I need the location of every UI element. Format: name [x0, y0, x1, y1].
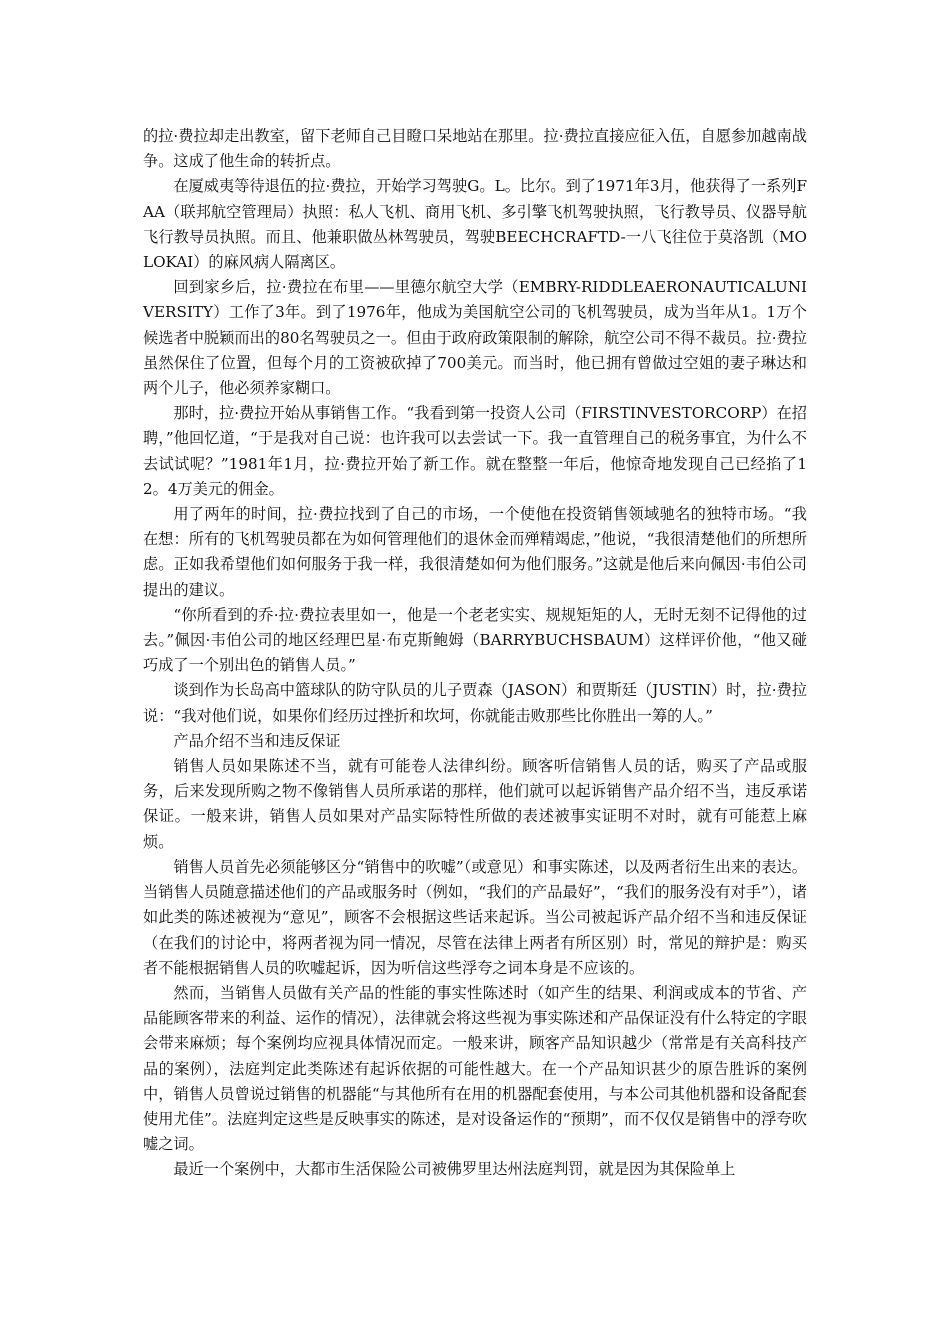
paragraph-5: 用了两年的时间，拉·费拉找到了自己的市场，一个使他在投资销售领域驰名的独特市场。“我在想：所有的飞机驾驶员都在为如何管理他们的退休金而殚精竭虑，”他说，“我很清楚他们的所想所虑。正如我希望他们如何服务于我一样，我很清楚如何为他们服务。”这就是他后来向佩因·韦伯公司提出的建议。 [143, 505, 807, 599]
paragraph-3: 回到家乡后，拉·费拉在布里——里德尔航空大学（EMBRY-RIDDLEAERONAUTICALUNIVERSITY）工作了3年。到了1976年，他成为美国航空公司的飞机驾驶员，成为当年从1。1万个候选者中脱颖而出的80名驾驶员之一。但由于政府政策限制的解除，航空公司不得不裁员。拉·费拉虽然保住了位置，但每个月的工资被砍掉了700美元。而当时，他已拥有曾做过空姐的妻子琳达和两个儿子，他必须养家糊口。 [143, 278, 807, 398]
paragraph-1: 的拉·费拉却走出教室，留下老师自己目瞪口呆地站在那里。拉·费拉直接应征入伍，自愿参加越南战争。这成了他生命的转折点。 [143, 127, 807, 171]
document-page [143, 124, 807, 1183]
paragraph-7: 谈到作为长岛高中篮球队的防守队员的儿子贾森（JASON）和贾斯廷（JUSTIN）时，拉·费拉说：“我对他们说，如果你们经历过挫折和坎坷，你就能击败那些比你胜出一筹的人。” [143, 681, 807, 725]
paragraph-2: 在厦威夷等待退伍的拉·费拉，开始学习驾驶G。L。比尔。到了1971年3月，他获得了一系列FAA（联邦航空管理局）执照：私人飞机、商用飞机、多引擎飞机驾驶执照，飞行教导员、仪器导航飞行教导员执照。而且、他兼职做丛林驾驶员，驾驶BEECHCRAFTD-一八飞往位于莫洛凯（MOLOKAI）的麻风病人隔离区。 [143, 177, 807, 272]
paragraph-6: “你所看到的乔·拉·费拉表里如一，他是一个老老实实、规规矩矩的人，无时无刻不记得他的过去。”佩因·韦伯公司的地区经理巴星·布克斯鲍姆（BARRYBUCHSBAUM）这样评价他，“他又碰巧成了一个别出色的销售人员。” [143, 605, 807, 675]
paragraph-8: 销售人员如果陈述不当，就有可能卷人法律纠纷。顾客听信销售人员的话，购买了产品或服务，后来发现所购之物不像销售人员所承诺的那样，他们就可以起诉销售产品介绍不当，违反承诺保证。一般来讲，销售人员如果对产品实际特性所做的表述被事实证明不对时，就有可能惹上麻烦。 [143, 757, 807, 851]
paragraph-9: 销售人员首先必须能够区分“销售中的吹嘘”（或意见）和事实陈述，以及两者衍生出来的表达。当销售人员随意描述他们的产品或服务时（例如，“我们的产品最好”，“我们的服务没有对手”），诸如此类的陈述被视为“意见”，顾客不会根据这些话来起诉。当公司被起诉产品介绍不当和违反保证（在我们的讨论中，将两者视为同一情况，尽管在法律上两者有所区别）时，常见的辩护是：购买者不能根据销售人员的吹嘘起诉，因为听信这些浮夸之词本身是不应该的。 [143, 857, 807, 977]
paragraph-4: 那时，拉·费拉开始从事销售工作。“我看到第一投资人公司（FIRSTINVESTORCORP）在招聘，”他回忆道，“于是我对自己说：也许我可以去尝试一下。我一直管理自己的税务事宜，为什么不去试试呢？”1981年1月，拉·费拉开始了新工作。就在整整一年后，他惊奇地发现自己已经掐了12。4万美元的佣金。 [143, 404, 807, 498]
section-heading: 产品介绍不当和违反保证 [173, 731, 341, 750]
paragraph-11: 最近一个案例中，大都市生活保险公司被佛罗里达州法庭判罚，就是因为其保险单上 [173, 1160, 736, 1179]
paragraph-10: 然而，当销售人员做有关产品的性能的事实性陈述时（如产生的结果、利润或成本的节省、产品能顾客带来的利益、运作的情况），法律就会将这些视为事实陈述和产品保证没有什么特定的字眼会带来麻烦；每个案例均应视具体情况而定。一般来讲，顾客产品知识越少（常常是有关高科技产品的案例），法庭判定此类陈述有起诉依据的可能性越大。在一个产品知识甚少的原告胜诉的案例中，销售人员曾说过销售的机器能“与其他所有在用的机器配套使用，与本公司其他机器和设备配套使用尤佳”。法庭判定这些是反映事实的陈述，是对设备运作的“预期”，而不仅仅是销售中的浮夸吹嘘之词。 [143, 983, 807, 1154]
